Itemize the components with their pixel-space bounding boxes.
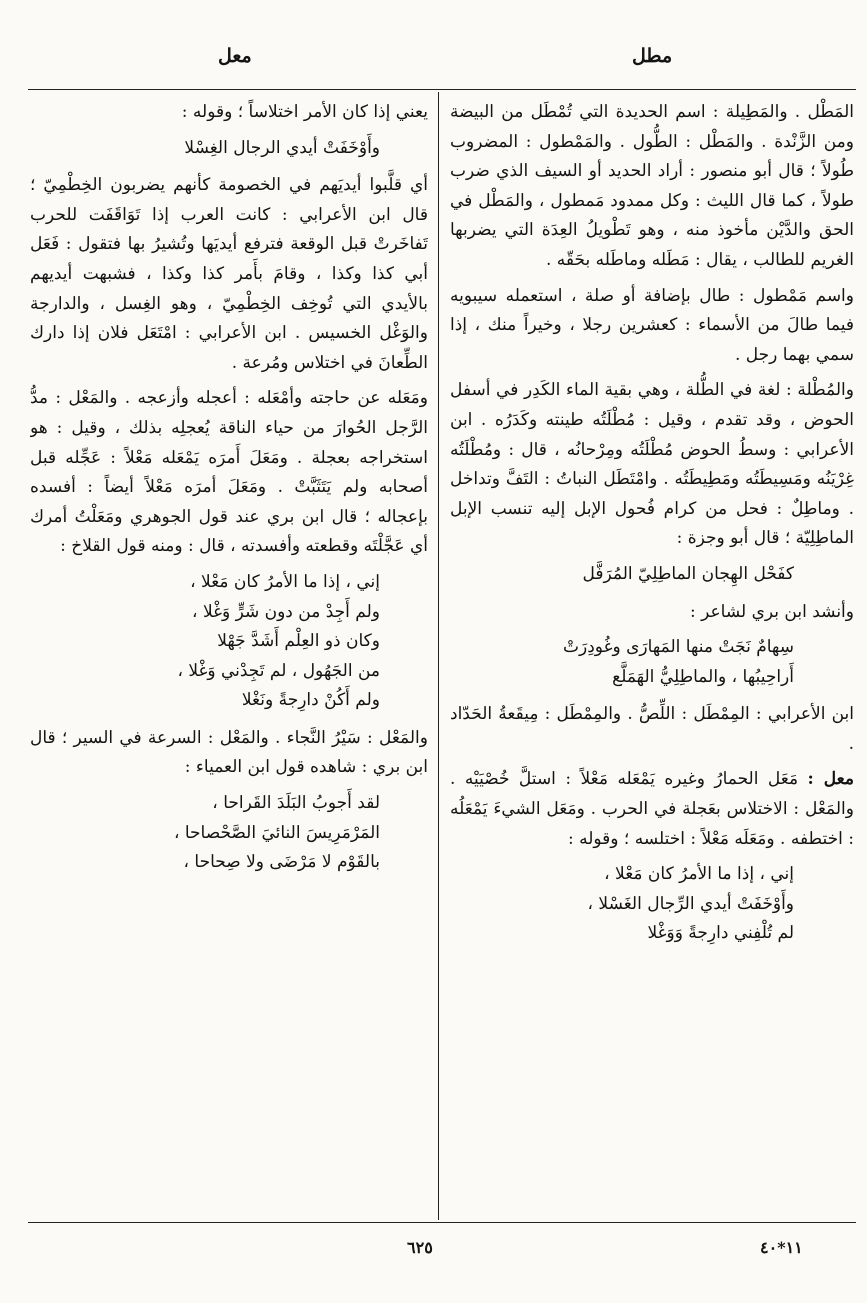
verse-line: ولم أَجِدْ من دون شَرٍّ وَغْلا ، <box>192 601 380 622</box>
column-divider <box>438 92 439 1220</box>
entry-paragraph: واسم مَمْطول : طال بإضافة أو صلة ، استعمله سيبويه فيما طالَ من الأسماء : كعشرين رجلا ، وخيراً منك ، إذا سمي بهما رجل . <box>450 285 854 365</box>
entry-paragraph: المَطْل . والمَطِيلة : اسم الحديدة التي تُمْطَل من البيضة ومن الزَّنْدة . والمَطْل : الطُّول . والمَمْطول : المضروب طُولاً ؛ قال أبو منصور : أراد الحديد أو السيف الذي ضرب طولاً ، كما قال الليث : وكل ممدود مَمطول ، والمَطْل في الحق والدَّيْن مأخوذ منه ، وهو تَطْويلُ العِدَة التي يضربها الغريم للطالب ، يقال : مَطَله وماطَله بحَقّه . <box>450 102 854 270</box>
verse-block <box>30 568 428 716</box>
verse-line: ولم أَكُنْ دارِجةً ونَغْلا <box>241 690 380 711</box>
entry-paragraph: والمُطْلة : لغة في الطُّلة ، وهي بقية الماء الكَدِر في أسفل الحوض ، وقد تقدم ، وقيل : مُطْلَتُه طينته وكَدَرُه . ابن الأعرابي : وسطُ الحوض مُطْلَتُه ومِرْحانُه ، قال : ومُطْلَتُه غِرْيَنُه ومَسِيطَتُه ومَطِيطَتُه . وامْتَطَل النباتُ : التَفَّ وتداخل . وماطِلٌ : فحل من كرام فُحول الإبل إليه تنسب الإبل الماطِلِيّة ؛ قال أبو وجزة : <box>450 380 854 549</box>
verse-line: وكان ذو العِلْم أَشَدَّ جَهْلا <box>217 631 380 652</box>
entry-paragraph: ابن الأعرابي : المِمْطَل : اللِّصُّ . والمِمْطَل : مِيقَعةُ الحَدّاد . <box>450 704 854 754</box>
entry-paragraph: يعني إذا كان الأمر اختلاساً ؛ وقوله : <box>181 102 428 122</box>
entry-paragraph: وأنشد ابن بري لشاعر : <box>690 601 854 622</box>
right-column <box>450 98 854 1218</box>
top-rule <box>28 89 856 90</box>
bottom-rule <box>28 1222 856 1223</box>
verse-line: سِهامٌ نَجَتْ منها المَهارَى وغُودِرَتْ <box>563 637 794 658</box>
entry-paragraph: أي قلَّبوا أيديَهم في الخصومة كأنهم يضربون الخِطْمِيّ ؛ قال ابن الأعرابي : كانت العرب إذا تَوَاقَفَت للحرب تَفاخَرتْ قبل الوقعة فترفع أيديَها وتُشيرُ بها فتقول : فَعَل أبي كذا وكذا ، وقامَ بأَمر كذا وكذا ، فشبهت أيديهم بالأيدي التي تُوخِف الخِطْمِيّ ، وهو الغِسل ، والدارجة والوَغْل الخسيس . ابن الأعرابي : امْتَعَل فلان إذا دارك الطِّعانَ في اختلاس ومُرعة . <box>30 175 428 373</box>
header-keyword-left: معل <box>218 45 252 67</box>
verse-block <box>450 860 854 949</box>
header-keyword-right: مطل <box>632 45 673 67</box>
verse-block <box>30 134 428 164</box>
page-number: ٦٢٥ <box>407 1238 433 1257</box>
verse-block <box>450 633 854 692</box>
verse-line: من الجَهُول ، لم تَجِدْني وَغْلا ، <box>177 660 380 681</box>
entry-paragraph <box>450 765 854 854</box>
verse-block <box>450 560 854 590</box>
entry-headword: معل : <box>807 769 854 790</box>
verse-line: المَرْمَرِيسَ النائيَ الصَّحْصاحا ، <box>173 822 380 843</box>
verse-line: بالقَوْم لا مَرْضَى ولا صِحاحا ، <box>183 852 380 873</box>
verse-line: لقد أَجوبُ البَلَدَ القَراحا ، <box>212 793 380 814</box>
verse-line: كفَحْل الهِجان الماطِلِيّ المُرَفَّل <box>582 563 794 584</box>
entry-paragraph: والمَعْل : سَيْرُ النَّجاء . والمَعْل : السرعة في السير ؛ قال ابن بري : شاهده قول ابن العمياء : <box>30 727 428 778</box>
verse-line: لم تُلْفِني دارِجةً وَوَغْلا <box>647 923 794 944</box>
verse-line: أَراحِيبُها ، والماطِلِيُّ الهَمَلَّع <box>612 666 794 687</box>
verse-line: إني ، إذا ما الأمرُ كان مَعْلا ، <box>604 864 794 885</box>
left-column <box>30 98 428 1218</box>
verse-line: وأَوْخَفَتْ أيدي الرِّجال الغَسْلا ، <box>587 893 794 914</box>
entry-paragraph: ومَعَله عن حاجته وأمْعَله : أعجله وأزعجه . والمَعْل : مدُّ الرَّجل الحُوارَ من حياء الناقة يُعجلِه بذلك ، وقيل : هو استخراجه بعجلة . ومَعَلَ أَمرَه يَمْعَله مَعْلاً : عَجِّله قبل أصحابه ولم يَتَثَبَّتْ . ومَعَلَ أمرَه مَعْلاً أيضاً : أفسده بإعجاله ؛ قال ابن بري عند قول الجوهري ومَعَلْتُ أمرك أي عَجَّلْتَه وقطعته وأفسدته ، قال : ومنه قول القلاخ : <box>30 388 428 557</box>
verse-block <box>30 789 428 878</box>
verse-line: إني ، إذا ما الأمرُ كان مَعْلا ، <box>190 571 380 592</box>
entry-text: مَعَل الحمارُ وغيره يَمْعَله مَعْلاً : استلَّ خُصْيَيْه . والمَعْل : الاختلاس بعَجلة في الحرب . ومَعَل الشيءَ يَمْعَلُه : اختطفه . ومَعَلَه مَعْلاً : اختلسه ؛ وقوله : <box>450 769 854 849</box>
signature-mark: ١١*٤٠ <box>760 1238 803 1257</box>
verse-line: وأَوْخَفَتْ أيدي الرجال الغِسْلا <box>184 137 380 158</box>
